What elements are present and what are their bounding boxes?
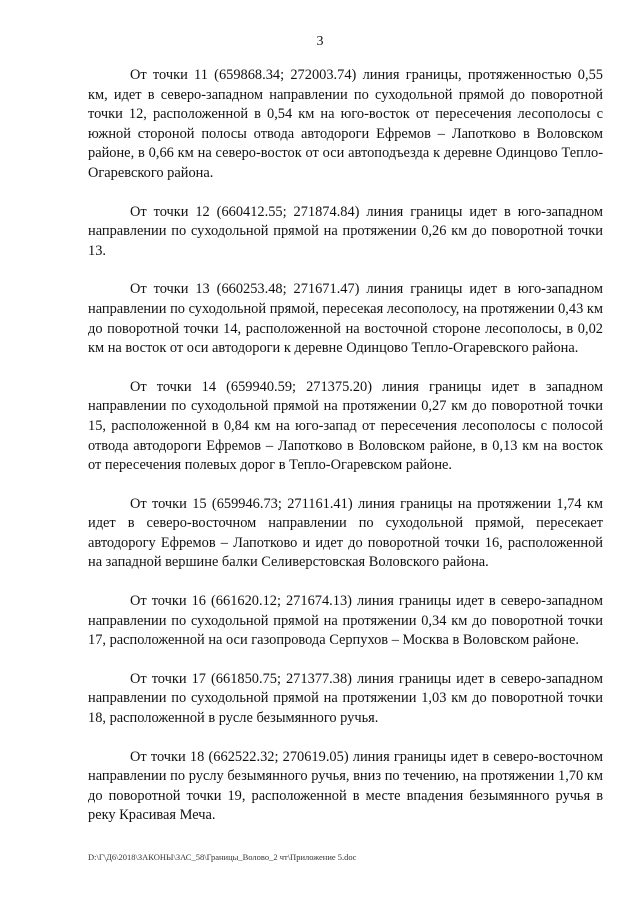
paragraph-point-14: От точки 14 (659940.59; 271375.20) линия границы идет в западном направлении по суходольной прямой на протяжении 0,27 км до поворотной точки 15, расположенной в 0,84 км на юго-запад от пересечения лесополосы с полосой отвода автодороги Ефремов – Лапотково в Воловском районе, в 0,13 км на восток от пересечения полевых дорог в Тепло-Огаревском районе. (88, 378, 603, 474)
paragraph-point-11: От точки 11 (659868.34; 272003.74) линия границы, протяженностью 0,55 км, идет в северо-западном направлении по суходольной прямой до поворотной точки 12, расположенной в 0,54 км на юго-восток от пересечения лесополосы с южной стороной полосы отвода автодороги Ефремов – Лапотково в Воловском районе, в 0,66 км на северо-восток от оси автоподъезда к деревне Одинцово Тепло-Огаревского района. (88, 67, 603, 181)
file-path-footer: D:\Г\Д6\2018\ЗАКОНЫ\ЗАС_58\Границы_Волово_2 чт\Приложение 5.doc (88, 852, 357, 862)
paragraph-point-18: От точки 18 (662522.32; 270619.05) линия границы идет в северо-восточном направлении по руслу безымянного ручья, вниз по течению, на протяжении 1,70 км до поворотной точки 19, расположенной в месте впадения безымянного ручья в реку Красивая Меча. (88, 748, 603, 824)
page-number: 3 (316, 34, 324, 49)
paragraph-point-15: От точки 15 (659946.73; 271161.41) линия границы на протяжении 1,74 км идет в северо-восточном направлении по суходольной прямой, пересекает автодорогу Ефремов – Лапотково и идет до поворотной точки 16, расположенной на западной вершине балки Селиверстовская Воловского района. (88, 495, 603, 571)
document-body (88, 66, 603, 845)
paragraph-point-13: От точки 13 (660253.48; 271671.47) линия границы идет в юго-западном направлении по суходольной прямой, пересекая лесополосу, на протяжении 0,43 км до поворотной точки 14, расположенной на восточной стороне лесополосы, в 0,02 км на восток от оси автодороги к деревне Одинцово Тепло-Огаревского района. (88, 281, 603, 357)
paragraph-point-12: От точки 12 (660412.55; 271874.84) линия границы идет в юго-западном направлении по суходольной прямой на протяжении 0,26 км до поворотной точки 13. (88, 203, 603, 259)
paragraph-point-17: От точки 17 (661850.75; 271377.38) линия границы идет в северо-западном направлении по суходольной прямой на протяжении 1,03 км до поворотной точки 18, расположенной в русле безымянного ручья. (88, 670, 603, 727)
paragraph-point-16: От точки 16 (661620.12; 271674.13) линия границы идет в северо-западном направлении по суходольной прямой на протяжении 0,34 км до поворотной точки 17, расположенной на оси газопровода Серпухов – Москва в Воловском районе. (88, 593, 603, 649)
